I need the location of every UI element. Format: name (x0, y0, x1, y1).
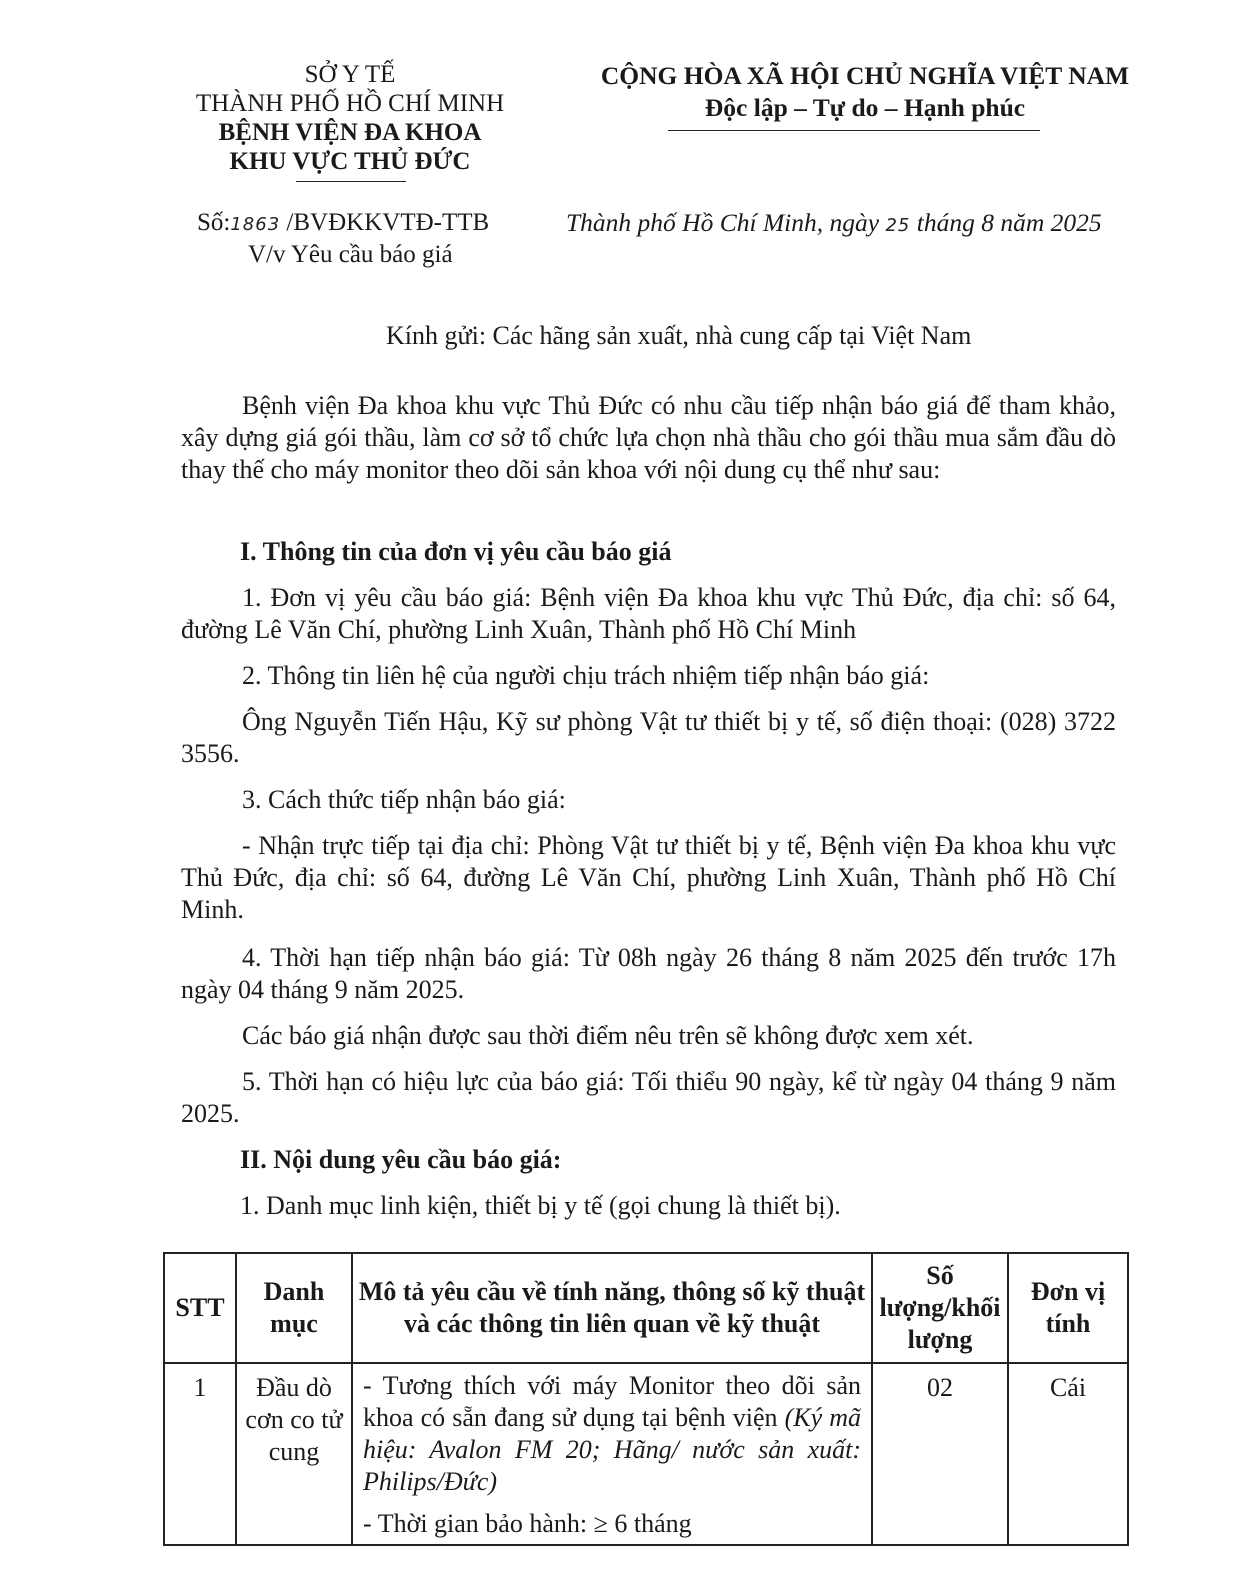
row-category: Đầu dò cơn co tử cung (236, 1363, 352, 1545)
section-1-item-4: 4. Thời hạn tiếp nhận báo giá: Từ 08h ngày 26 tháng 8 năm 2025 đến trước 17h ngày 04 tháng 9 năm 2025. (181, 943, 1116, 1004)
section-1-heading: I. Thông tin của đơn vị yêu cầu báo giá (240, 537, 672, 566)
issuer-region: KHU VỰC THỦ ĐỨC (229, 148, 471, 175)
section-2-item-1: 1. Danh mục linh kiện, thiết bị y tế (gọi chung là thiết bị). (240, 1191, 841, 1220)
section-1-contact: Ông Nguyễn Tiến Hậu, Kỹ sư phòng Vật tư thiết bị y tế, số điện thoại: (028) 3722 3556. (181, 707, 1116, 768)
section-1-item-2: 2. Thông tin liên hệ của người chịu trách nhiệm tiếp nhận báo giá: (242, 661, 930, 690)
document-subject: V/v Yêu cầu báo giá (248, 241, 453, 268)
issuer-underline (296, 181, 406, 182)
recipient-line: Kính gửi: Các hãng sản xuất, nhà cung cấp tại Việt Nam (386, 321, 972, 350)
doc-number-suffix: /BVĐKKVTĐ-TTB (280, 209, 490, 236)
issuer-hospital: BỆNH VIỆN ĐA KHOA (218, 119, 482, 146)
date-suffix: tháng 8 năm 2025 (910, 208, 1102, 237)
header-description: Mô tả yêu cầu về tính năng, thông số kỹ thuật và các thông tin liên quan về kỹ thuật (352, 1253, 872, 1363)
date-day-handwritten: 25 (885, 215, 911, 236)
motto-underline (668, 130, 1040, 131)
table-row (164, 1363, 1128, 1545)
row-description (352, 1363, 872, 1545)
row-quantity: 02 (872, 1363, 1008, 1545)
section-1-item-1: 1. Đơn vị yêu cầu báo giá: Bệnh viện Đa khoa khu vực Thủ Đức, địa chỉ: số 64, đường Lê Văn Chí, phường Linh Xuân, Thành phố Hồ Chí Minh (181, 583, 1116, 644)
header-stt: STT (164, 1253, 236, 1363)
row-description-model: (Ký mã hiệu: Avalon FM 20; Hãng/ nước sản xuất: Philips/Đức) (363, 1403, 861, 1496)
doc-number-prefix: Số: (197, 209, 231, 236)
section-1-item-3: 3. Cách thức tiếp nhận báo giá: (242, 785, 566, 814)
equipment-table (163, 1252, 1129, 1546)
table-header-row (164, 1253, 1128, 1363)
row-description-compat (363, 1370, 861, 1498)
date-prefix: Thành phố Hồ Chí Minh, ngày (566, 208, 886, 237)
intro-paragraph: Bệnh viện Đa khoa khu vực Thủ Đức có nhu cầu tiếp nhận báo giá để tham khảo, xây dựng giá gói thầu, làm cơ sở tổ chức lựa chọn nhà thầu cho gói thầu mua sắm đầu dò thay thế cho máy monitor theo dõi sản khoa với nội dung cụ thể như sau: (181, 391, 1116, 484)
section-1-note: Các báo giá nhận được sau thời điểm nêu trên sẽ không được xem xét. (242, 1021, 974, 1050)
header-category: Danh mục (236, 1253, 352, 1363)
row-description-warranty: - Thời gian bảo hành: ≥ 6 tháng (363, 1509, 692, 1538)
issuer-city: THÀNH PHỐ HỒ CHÍ MINH (195, 90, 505, 117)
issuer-department: SỞ Y TẾ (304, 61, 396, 88)
header-quantity: Số lượng/khối lượng (872, 1253, 1008, 1363)
row-description-main: - Tương thích với máy Monitor theo dõi sản khoa có sẵn đang sử dụng tại bệnh viện (363, 1371, 861, 1432)
header-unit: Đơn vị tính (1008, 1253, 1128, 1363)
doc-number-handwritten: 1863 (230, 214, 281, 235)
date-line (566, 208, 1102, 240)
national-motto: Độc lập – Tự do – Hạnh phúc (704, 93, 1026, 122)
row-stt: 1 (164, 1363, 236, 1545)
section-2-heading: II. Nội dung yêu cầu báo giá: (240, 1145, 562, 1174)
row-unit: Cái (1008, 1363, 1128, 1545)
national-title: CỘNG HÒA XÃ HỘI CHỦ NGHĨA VIỆT NAM (600, 61, 1130, 90)
issuer-block (160, 60, 540, 176)
section-1-item-5: 5. Thời hạn có hiệu lực của báo giá: Tối thiểu 90 ngày, kể từ ngày 04 tháng 9 năm 2025. (181, 1067, 1116, 1128)
document-number (197, 208, 489, 239)
section-1-item-3-detail: - Nhận trực tiếp tại địa chỉ: Phòng Vật tư thiết bị y tế, Bệnh viện Đa khoa khu vực Thủ Đức, địa chỉ: số 64, đường Lê Văn Chí, phường Linh Xuân, Thành phố Hồ Chí Minh. (181, 831, 1116, 924)
national-title-block (540, 60, 1190, 124)
